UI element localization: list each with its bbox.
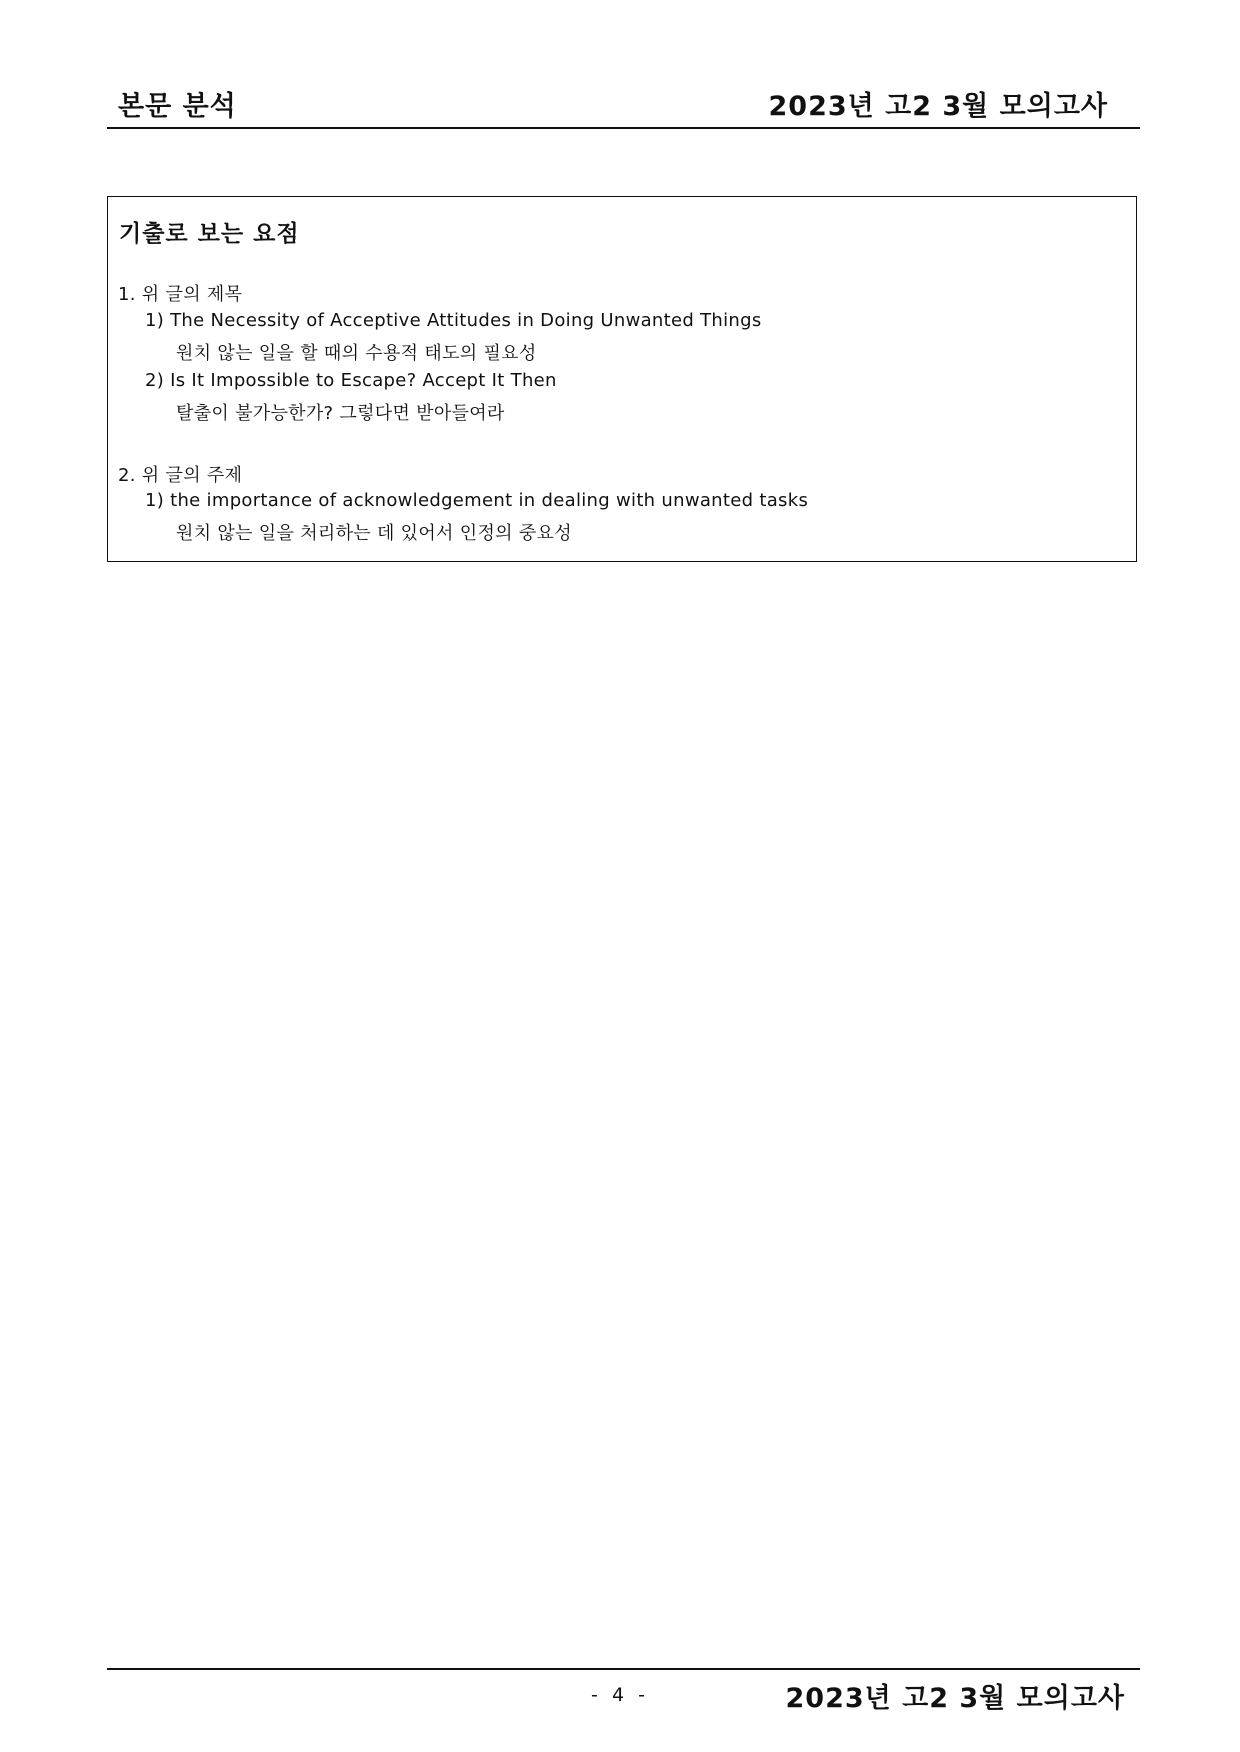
page-number: - 4 - [591, 1684, 649, 1706]
page-header [107, 80, 1130, 124]
title-option-1-ko: 원치 않는 일을 할 때의 수용적 태도의 필요성 [176, 343, 537, 364]
header-exam-title: 2023년 고2 3월 모의고사 [768, 91, 1108, 122]
topic-option-1-ko: 원치 않는 일을 처리하는 데 있어서 인정의 중요성 [176, 523, 572, 544]
section-heading-title: 1. 위 글의 제목 [118, 284, 243, 305]
header-divider [107, 127, 1140, 129]
section-heading-topic: 2. 위 글의 주제 [118, 465, 243, 486]
footer-exam-title: 2023년 고2 3월 모의고사 [785, 1683, 1125, 1714]
footer-divider [107, 1668, 1140, 1670]
header-section-title: 본문 분석 [118, 91, 237, 122]
title-option-2-ko: 탈출이 불가능한가? 그렇다면 받아들여라 [176, 403, 505, 424]
topic-option-1-en: 1) the importance of acknowledgement in dealing with unwanted tasks [145, 490, 809, 511]
key-points-title: 기출로 보는 요점 [119, 221, 300, 247]
key-points-box [107, 196, 1137, 562]
title-option-2-en: 2) Is It Impossible to Escape? Accept It Then [145, 370, 557, 391]
title-option-1-en: 1) The Necessity of Acceptive Attitudes in Doing Unwanted Things [145, 310, 762, 331]
